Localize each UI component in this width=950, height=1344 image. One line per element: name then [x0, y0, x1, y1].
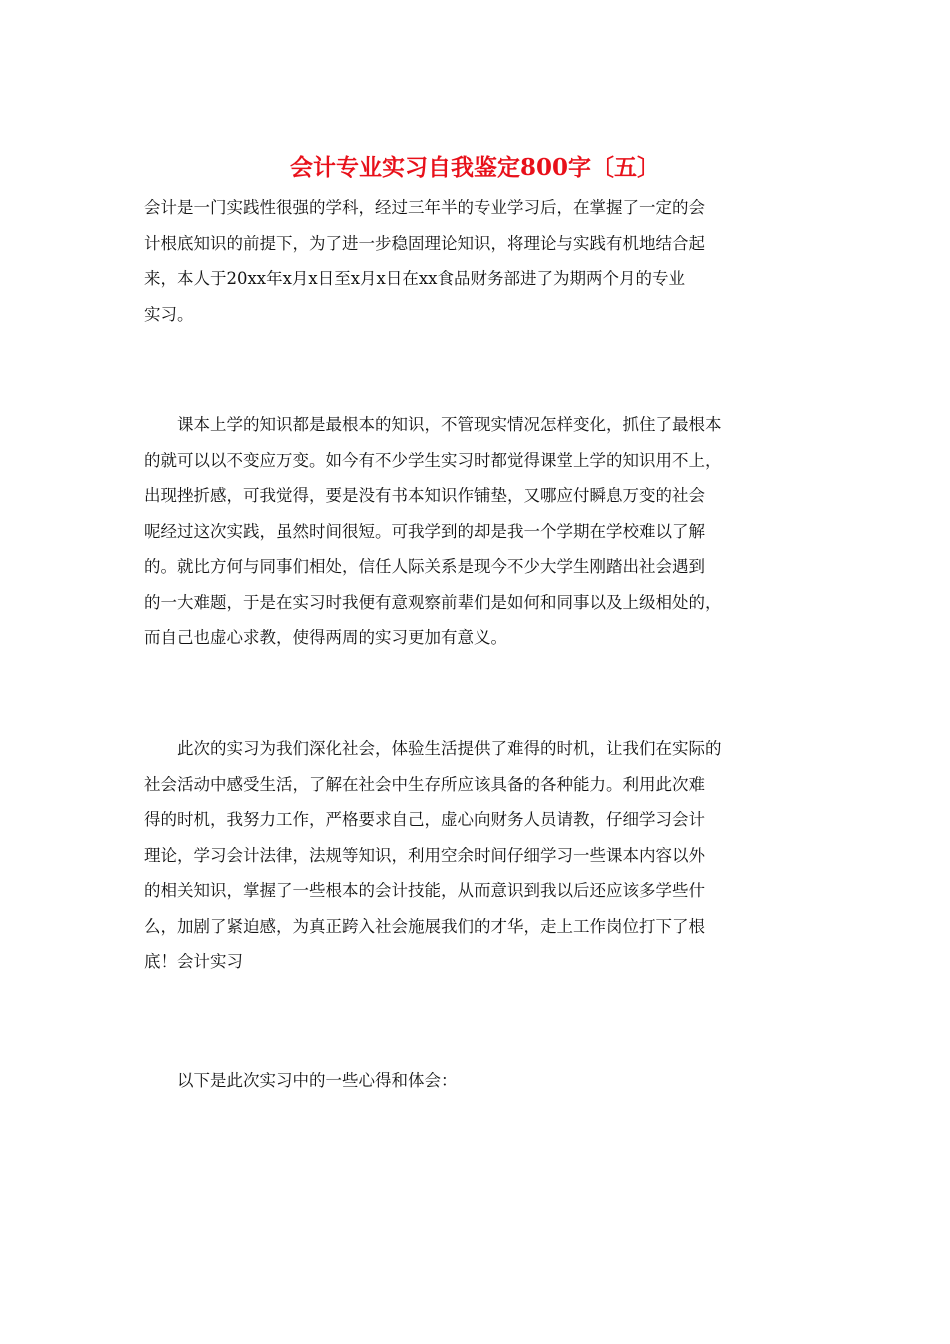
paragraph-2	[144, 407, 816, 656]
paragraph-line: 计根底知识的前提下，为了进一步稳固理论知识，将理论与实践有机地结合起	[144, 233, 705, 253]
paragraph-line: 出现挫折感，可我觉得，要是没有书本知识作铺垫，又哪应付瞬息万变的社会	[144, 486, 705, 505]
paragraph-line: 以下是此次实习中的一些心得和体会：	[177, 1071, 458, 1090]
paragraph-line: 呢经过这次实践，虽然时间很短。可我学到的却是我一个学期在学校难以了解	[144, 521, 705, 541]
paragraph-line: 的。就比方何与同事们相处，信任人际关系是现今不少大学生刚踏出社会遇到	[144, 557, 705, 576]
paragraph-line: 的相关知识，掌握了一些根本的会计技能，从而意识到我以后还应该多学些什	[144, 881, 705, 900]
paragraph-1	[144, 190, 816, 332]
paragraph-4	[144, 1063, 816, 1099]
paragraph-line: 此次的实习为我们深化社会，体验生活提供了难得的时机，让我们在实际的	[177, 739, 722, 758]
paragraph-line: 实习。	[144, 304, 194, 324]
paragraph-3	[144, 731, 816, 980]
paragraph-line: 而自己也虚心求教，使得两周的实习更加有意义。	[144, 628, 507, 647]
paragraph-line: 会计是一门实践性很强的学科，经过三年半的专业学习后，在掌握了一定的会	[144, 198, 705, 217]
paragraph-line: 的就可以以不变应万变。如今有不少学生实习时都觉得课堂上学的知识用不上，	[144, 450, 722, 470]
paragraph-line: 课本上学的知识都是最根本的知识，不管现实情况怎样变化，抓住了最根本	[177, 415, 722, 434]
paragraph-line: 么，加剧了紧迫感，为真正跨入社会施展我们的才华，走上工作岗位打下了根	[144, 916, 705, 936]
paragraph-line: 来，本人于20xx年x月x日至x月x日在xx食品财务部进了为期两个月的专业	[144, 269, 685, 288]
paragraph-line: 社会活动中感受生活，了解在社会中生存所应该具备的各种能力。利用此次难	[144, 774, 705, 794]
paragraph-line: 理论，学习会计法律，法规等知识，利用空余时间仔细学习一些课本内容以外	[144, 845, 705, 865]
paragraph-line: 底！会计实习	[144, 952, 243, 971]
document-title: 会计专业实习自我鉴定800字〔五〕	[289, 154, 660, 181]
paragraph-line: 得的时机，我努力工作，严格要求自己，虚心向财务人员请教，仔细学习会计	[144, 810, 705, 829]
paragraph-line: 的一大难题，于是在实习时我便有意观察前辈们是如何和同事以及上级相处的，	[144, 592, 722, 612]
